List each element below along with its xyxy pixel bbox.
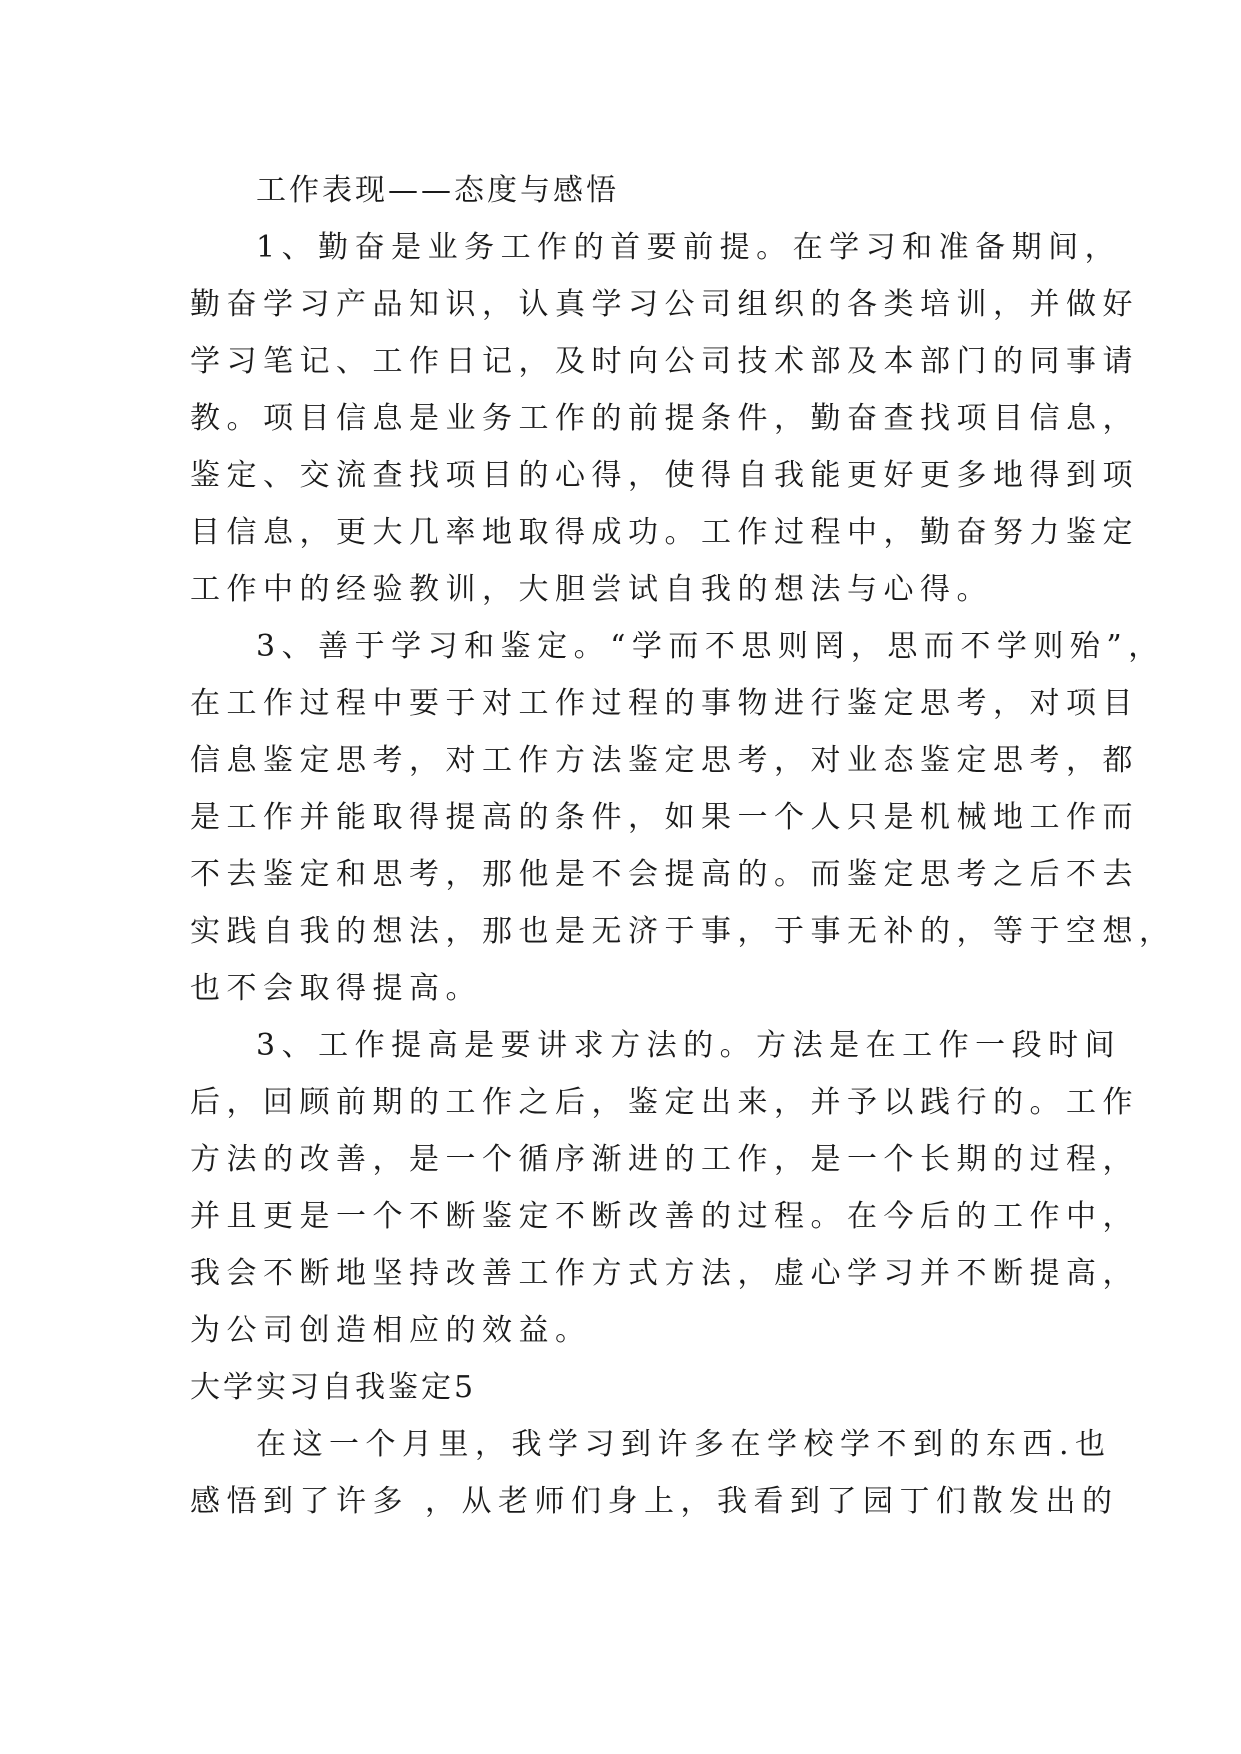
paragraph-2 [190, 618, 1176, 1017]
paragraph-line: 信息鉴定思考，对工作方法鉴定思考，对业态鉴定思考，都 [190, 743, 1139, 778]
document-page [190, 162, 1176, 1530]
paragraph-line: 教。项目信息是业务工作的前提条件，勤奋查找项目信息， [190, 401, 1139, 436]
paragraph-line: 不去鉴定和思考，那他是不会提高的。而鉴定思考之后不去 [190, 857, 1139, 892]
paragraph-line: 在工作过程中要于对工作过程的事物进行鉴定思考，对项目 [190, 686, 1139, 721]
paragraph-line: 3、善于学习和鉴定。“学而不思则罔，思而不学则殆”， [256, 629, 1165, 664]
paragraph-line: 实践自我的想法，那也是无济于事，于事无补的，等于空想， [190, 914, 1176, 949]
paragraph-line: 为公司创造相应的效益。 [190, 1313, 592, 1348]
paragraph-line: 也不会取得提高。 [190, 971, 482, 1006]
paragraph-line: 在这一个月里，我学习到许多在学校学不到的东西.也 [256, 1427, 1112, 1462]
paragraph-line: 鉴定、交流查找项目的心得，使得自我能更好更多地得到项 [190, 458, 1139, 493]
paragraph-3 [190, 1017, 1139, 1359]
paragraph-line: 我会不断地坚持改善工作方式方法，虚心学习并不断提高， [190, 1256, 1139, 1291]
section-heading: 大学实习自我鉴定5 [190, 1370, 477, 1405]
section-title: 工作表现——态度与感悟 [256, 173, 619, 208]
paragraph-line: 后，回顾前期的工作之后，鉴定出来，并予以践行的。工作 [190, 1085, 1139, 1120]
paragraph-line: 3、工作提高是要讲求方法的。方法是在工作一段时间 [256, 1028, 1122, 1063]
paragraph-line: 工作中的经验教训，大胆尝试自我的想法与心得。 [190, 572, 993, 607]
paragraph-1 [190, 219, 1139, 618]
paragraph-line: 目信息，更大几率地取得成功。工作过程中，勤奋努力鉴定 [190, 515, 1139, 550]
paragraph-line: 是工作并能取得提高的条件，如果一个人只是机械地工作而 [190, 800, 1139, 835]
paragraph-line: 学习笔记、工作日记，及时向公司技术部及本部门的同事请 [190, 344, 1139, 379]
paragraph-line: 感悟到了许多 ，从老师们身上，我看到了园丁们散发出的 [190, 1484, 1119, 1519]
paragraph-line: 并且更是一个不断鉴定不断改善的过程。在今后的工作中， [190, 1199, 1139, 1234]
paragraph-line: 1、勤奋是业务工作的首要前提。在学习和准备期间， [256, 230, 1122, 265]
paragraph-line: 方法的改善，是一个循序渐进的工作，是一个长期的过程， [190, 1142, 1139, 1177]
paragraph-line: 勤奋学习产品知识，认真学习公司组织的各类培训，并做好 [190, 287, 1139, 322]
paragraph-4 [190, 1416, 1119, 1530]
